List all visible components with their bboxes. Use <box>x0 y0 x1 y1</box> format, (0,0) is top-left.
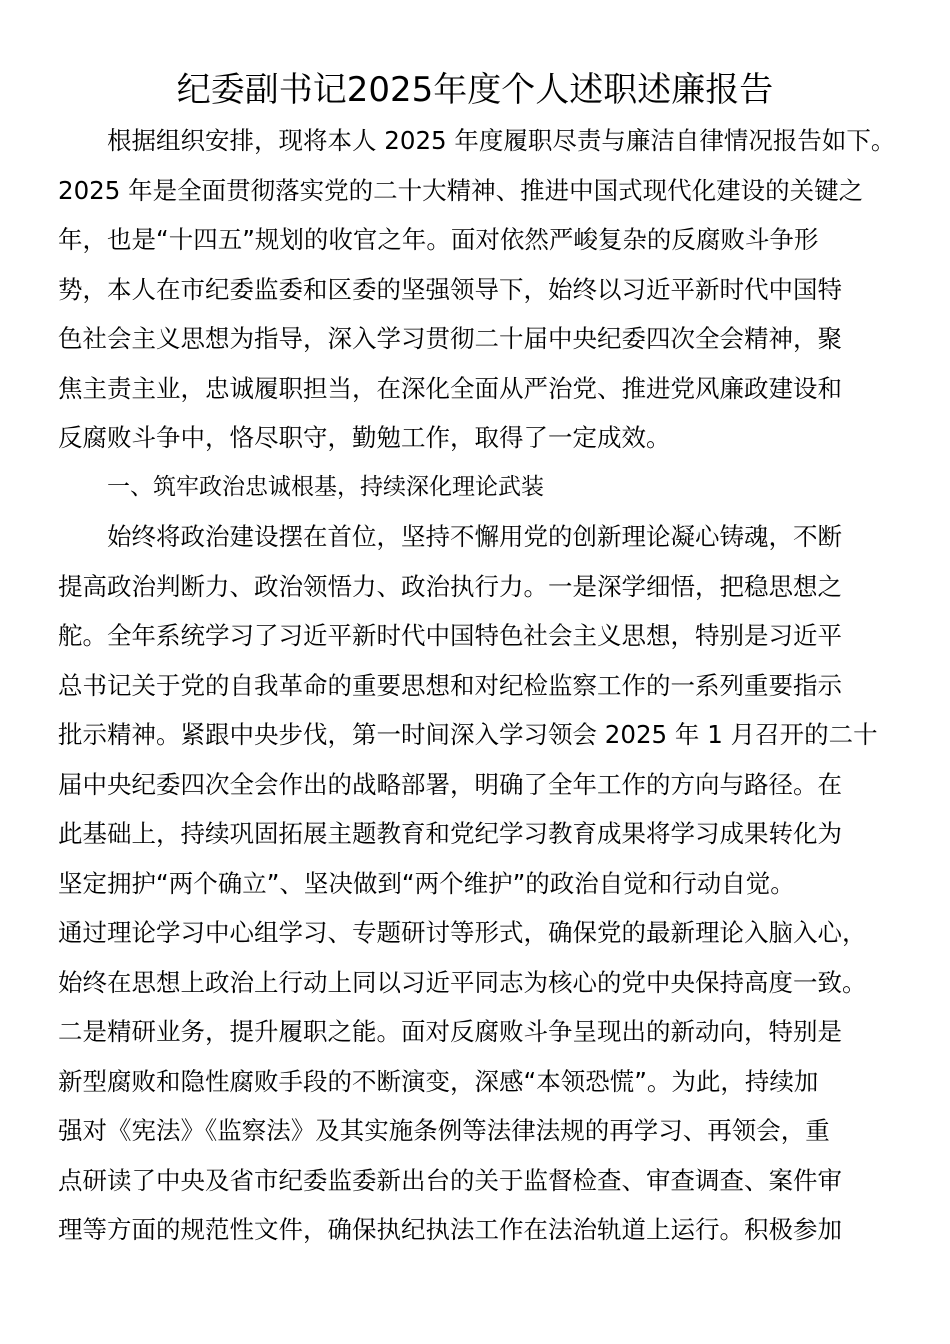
paragraph-line: 始终将政治建设摆在首位，坚持不懈用党的创新理论凝心铸魂，不断 <box>107 522 842 551</box>
paragraph-line: 提高政治判断力、政治领悟力、政治执行力。一是深学细悟，把稳思想之 <box>58 571 842 601</box>
paragraph-line: 新型腐败和隐性腐败手段的不断演变，深感“本领恐慌”。为此，持续加 <box>58 1066 819 1096</box>
paragraph-line: 总书记关于党的自我革命的重要思想和对纪检监察工作的一系列重要指示 <box>58 670 842 700</box>
paragraph-line: 此基础上，持续巩固拓展主题教育和党纪学习教育成果将学习成果转化为 <box>58 819 842 848</box>
paragraph-line: 坚定拥护“两个确立”、坚决做到“两个维护”的政治自觉和行动自觉。 <box>58 868 795 898</box>
paragraph-line: 焦主责主业，忠诚履职担当，在深化全面从严治党、推进党风廉政建设和 <box>58 373 842 403</box>
paragraph-line: 始终在思想上政治上行动上同以习近平同志为核心的党中央保持高度一致。 <box>58 967 867 997</box>
section-heading: 一、筑牢政治忠诚根基，持续深化理论武装 <box>107 473 544 500</box>
paragraph-line: 色社会主义思想为指导，深入学习贯彻二十届中央纪委四次全会精神，聚 <box>58 324 842 353</box>
paragraph-line: 年，也是“十四五”规划的收官之年。面对依然严峻复杂的反腐败斗争形 <box>58 225 819 254</box>
paragraph-line: 根据组织安排，现将本人 2025 年度履职尽责与廉洁自律情况报告如下。 <box>107 126 896 155</box>
paragraph-line: 强对《宪法》《监察法》及其实施条例等法律法规的再学习、再领会，重 <box>58 1116 830 1145</box>
paragraph-line: 2025 年是全面贯彻落实党的二十大精神、推进中国式现代化建设的关键之 <box>58 175 864 205</box>
paragraph-line: 势，本人在市纪委监委和区委的坚强领导下，始终以习近平新时代中国特 <box>58 274 842 304</box>
paragraph-line: 届中央纪委四次全会作出的战略部署，明确了全年工作的方向与路径。在 <box>58 769 842 799</box>
paragraph-line: 通过理论学习中心组学习、专题研讨等形式，确保党的最新理论入脑入心， <box>58 918 867 947</box>
document-title: 纪委副书记2025年度个人述职述廉报告 <box>176 70 774 110</box>
document-body <box>58 116 894 1255</box>
paragraph-line: 点研读了中央及省市纪委监委新出台的关于监督检查、审查调查、案件审 <box>58 1165 842 1195</box>
paragraph-line: 理等方面的规范性文件，确保执纪执法工作在法治轨道上运行。积极参加 <box>58 1215 842 1244</box>
paragraph-line: 二是精研业务，提升履职之能。面对反腐败斗争呈现出的新动向，特别是 <box>58 1017 842 1046</box>
paragraph-line: 批示精神。紧跟中央步伐，第一时间深入学习领会 2025 年 1 月召开的二十 <box>58 720 878 749</box>
paragraph-line: 舵。全年系统学习了习近平新时代中国特色社会主义思想，特别是习近平 <box>58 621 842 650</box>
paragraph-line: 反腐败斗争中，恪尽职守，勤勉工作，取得了一定成效。 <box>58 423 671 452</box>
